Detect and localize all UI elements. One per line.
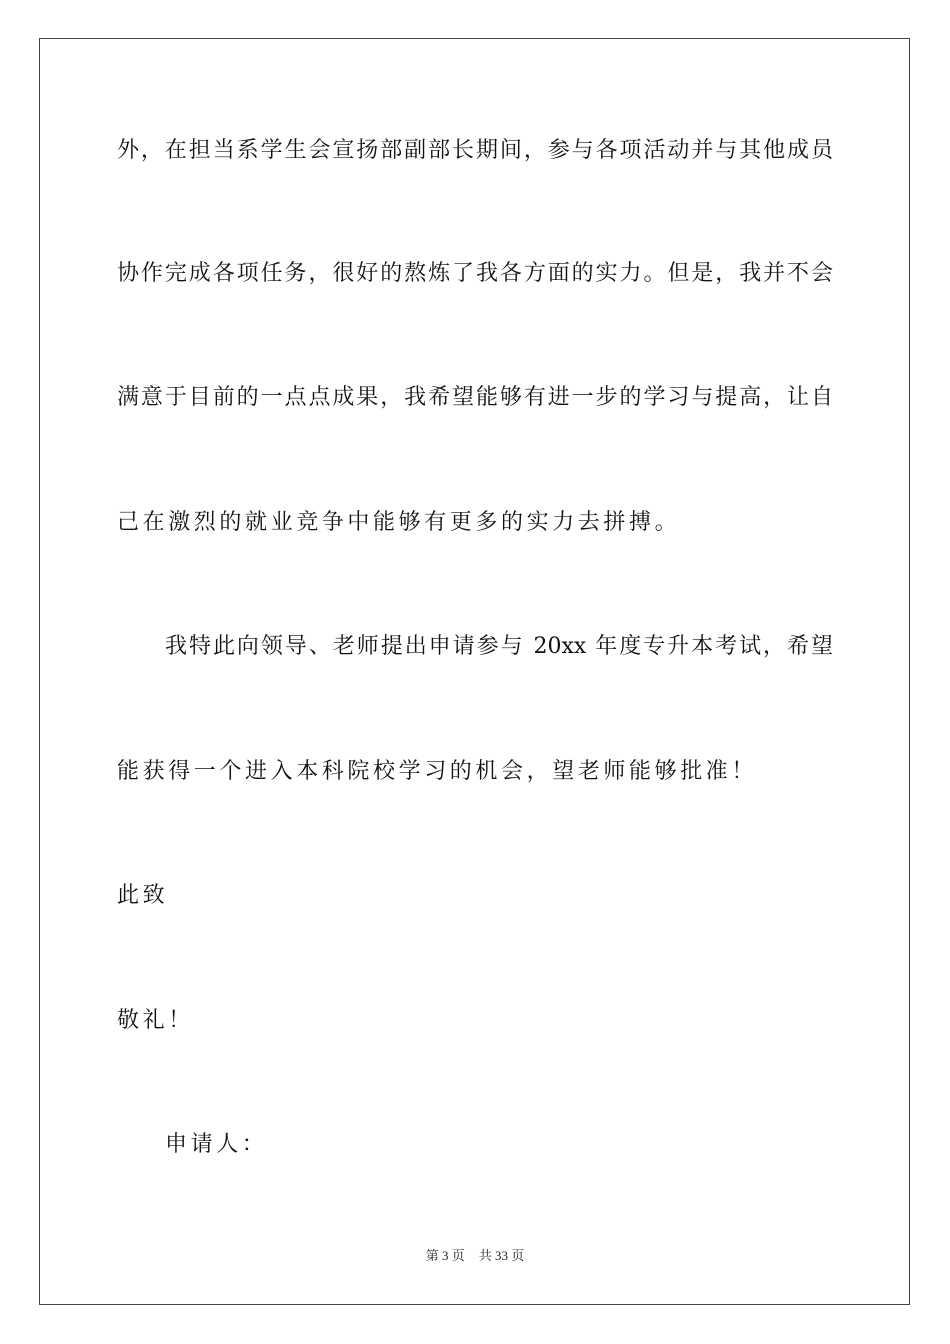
paragraph-line-1: 外，在担当系学生会宣扬部副部长期间，参与各项活动并与其他成员 — [117, 138, 833, 163]
paragraph-line-2: 协作完成各项任务，很好的熬炼了我各方面的实力。但是，我并不会 — [117, 261, 833, 286]
paragraph-line-4: 己在激烈的就业竞争中能够有更多的实力去拼搏。 — [117, 510, 681, 535]
closing-regards: 敬礼！ — [117, 1008, 194, 1033]
page-total: 共 33 页 — [478, 1248, 525, 1263]
paragraph-line-5: 我特此向领导、老师提出申请参与 20xx 年度专升本考试，希望 — [165, 634, 833, 659]
applicant-label: 申请人： — [165, 1132, 268, 1157]
paragraph-line-6: 能获得一个进入本科院校学习的机会，望老师能够批准！ — [117, 759, 758, 784]
paragraph-line-3: 满意于目前的一点点成果，我希望能够有进一步的学习与提高，让自 — [117, 385, 833, 410]
page-footer — [0, 1247, 950, 1265]
closing-phrase: 此致 — [117, 883, 169, 908]
page-number: 第 3 页 — [425, 1248, 465, 1263]
page-frame — [39, 38, 910, 1305]
